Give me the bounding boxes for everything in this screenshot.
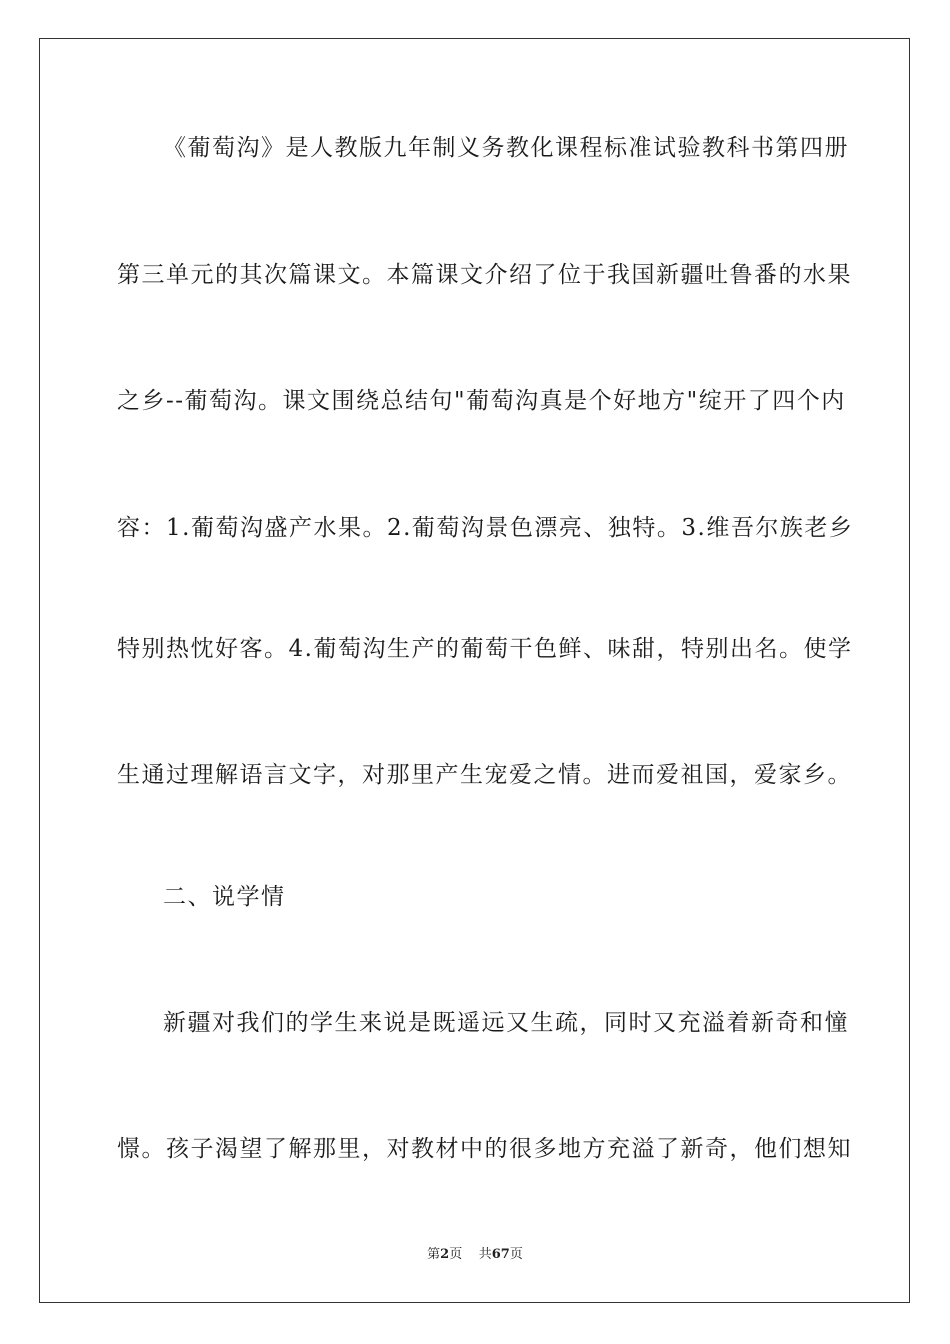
page-border: [39, 38, 910, 1303]
paragraph-line-3: 之乡--葡萄沟。课文围绕总结句"葡萄沟真是个好地方"绽开了四个内: [117, 388, 846, 414]
footer-page-suffix: 页: [449, 1247, 463, 1262]
paragraph-line-4: 容：1.葡萄沟盛产水果。2.葡萄沟景色漂亮、独特。3.维吾尔族老乡: [117, 515, 854, 541]
paragraph-line-5: 特别热忱好客。4.葡萄沟生产的葡萄干色鲜、味甜，特别出名。使学: [117, 636, 853, 662]
footer-total-number: 67: [491, 1247, 510, 1262]
footer-total-prefix: 共: [478, 1247, 492, 1262]
footer-page-number: 2: [440, 1247, 450, 1262]
paragraph-line-8: 憬。孩子渴望了解那里，对教材中的很多地方充溢了新奇，他们想知: [117, 1136, 852, 1162]
paragraph-line-1: 《葡萄沟》是人教版九年制义务教化课程标准试验教科书第四册: [163, 135, 849, 161]
paragraph-line-6: 生通过理解语言文字，对那里产生宠爱之情。进而爱祖国，爱家乡。: [117, 762, 852, 788]
footer-page-prefix: 第: [427, 1247, 441, 1262]
footer-total-suffix: 页: [509, 1247, 523, 1262]
paragraph-line-7: 新疆对我们的学生来说是既遥远又生疏，同时又充溢着新奇和憧: [163, 1010, 849, 1036]
section-heading: 二、说学情: [163, 884, 286, 910]
paragraph-line-2: 第三单元的其次篇课文。本篇课文介绍了位于我国新疆吐鲁番的水果: [117, 262, 852, 288]
page-footer: [0, 1246, 950, 1264]
